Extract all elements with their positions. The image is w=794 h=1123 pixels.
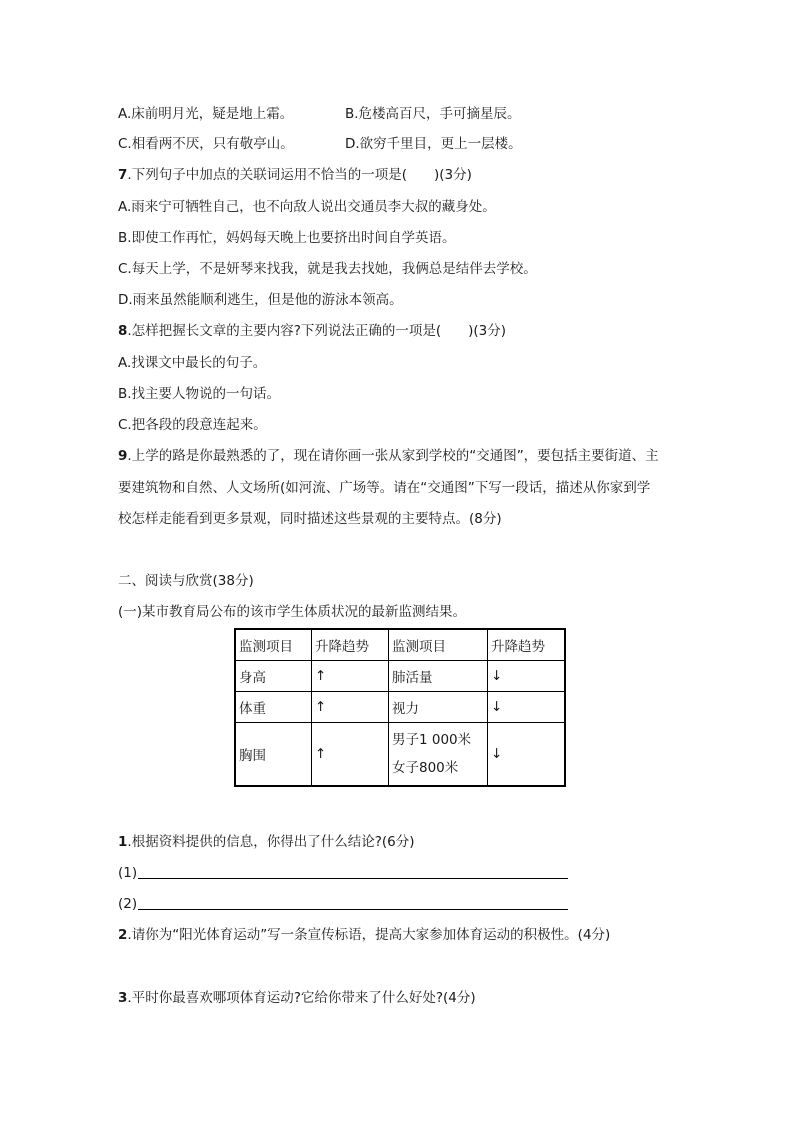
q7-option-d: D.雨来虽然能顺利逃生，但是他的游泳本领高。 bbox=[118, 292, 403, 308]
table-cell: 体重 bbox=[235, 692, 312, 723]
q9-line-2: 要建筑物和自然、人文场所(如河流、广场等。请在“交通图”下写一段话，描述从你家到学 bbox=[118, 480, 651, 496]
q6-option-c: C.相看两不厌，只有敬亭山。 bbox=[118, 136, 294, 152]
r2-text: .请你为“阳光体育运动”写一条宣传标语，提高大家参加体育运动的积极性。(4分) bbox=[127, 927, 611, 943]
q8-option-c: C.把各段的段意连起来。 bbox=[118, 417, 267, 433]
r2-number: 2 bbox=[118, 927, 128, 943]
table-row bbox=[235, 661, 565, 692]
r2-stem bbox=[118, 925, 610, 945]
r3-text: .平时你最喜欢哪项体育运动?它给你带来了什么好处?(4分) bbox=[127, 990, 476, 1006]
trend-up-arrow: ↑ bbox=[312, 661, 389, 692]
table-cell: 肺活量 bbox=[389, 661, 488, 692]
r1-stem bbox=[118, 832, 415, 852]
q8-option-b: B.找主要人物说的一句话。 bbox=[118, 386, 281, 402]
r3-stem bbox=[118, 988, 476, 1008]
q7-stem bbox=[118, 165, 472, 185]
q8-number: 8 bbox=[118, 323, 128, 339]
q9-text-1: .上学的路是你最熟悉的了，现在请你画一张从家到学校的“交通图”，要包括主要街道、主 bbox=[127, 448, 659, 464]
trend-down-arrow: ↓ bbox=[488, 723, 566, 787]
table-row bbox=[235, 723, 565, 787]
running-female: 女子800米 bbox=[392, 760, 459, 776]
q7-text: .下列句子中加点的关联词运用不恰当的一项是( )(3分) bbox=[127, 167, 472, 183]
answer-line-2[interactable] bbox=[138, 909, 568, 910]
q7-number: 7 bbox=[118, 167, 128, 183]
table-cell: 胸围 bbox=[235, 723, 312, 787]
blank-label-2: (2) bbox=[118, 896, 138, 912]
q8-stem bbox=[118, 321, 506, 341]
q7-option-c: C.每天上学，不是妍琴来找我，就是我去找她，我俩总是结伴去学校。 bbox=[118, 261, 537, 277]
fitness-table bbox=[234, 628, 566, 787]
q7-option-a: A.雨来宁可牺牲自己，也不向敌人说出交通员李大叔的藏身处。 bbox=[118, 199, 496, 215]
q9-line-3: 校怎样走能看到更多景观，同时描述这些景观的主要特点。(8分) bbox=[118, 511, 502, 527]
q8-option-a: A.找课文中最长的句子。 bbox=[118, 355, 267, 371]
q7-option-b: B.即使工作再忙，妈妈每天晚上也要挤出时间自学英语。 bbox=[118, 230, 456, 246]
table-header-cell: 升降趋势 bbox=[488, 629, 566, 661]
q9-number: 9 bbox=[118, 448, 128, 464]
table-cell-running bbox=[389, 723, 488, 787]
answer-line-1[interactable] bbox=[138, 878, 568, 879]
q6-option-b: B.危楼高百尺，手可摘星辰。 bbox=[345, 106, 521, 122]
trend-up-arrow: ↑ bbox=[312, 723, 389, 787]
passage-intro: (一)某市教育局公布的该市学生体质状况的最新监测结果。 bbox=[118, 604, 467, 620]
table-cell: 身高 bbox=[235, 661, 312, 692]
table-cell: 视力 bbox=[389, 692, 488, 723]
table-header-cell: 升降趋势 bbox=[312, 629, 389, 661]
q6-option-d: D.欲穷千里目，更上一层楼。 bbox=[345, 136, 522, 152]
q6-option-a: A.床前明月光，疑是地上霜。 bbox=[118, 106, 294, 122]
r3-number: 3 bbox=[118, 990, 128, 1006]
r1-text: .根据资料提供的信息，你得出了什么结论?(6分) bbox=[127, 834, 415, 850]
q8-text: .怎样把握长文章的主要内容?下列说法正确的一项是( )(3分) bbox=[127, 323, 507, 339]
trend-up-arrow: ↑ bbox=[312, 692, 389, 723]
table-header-row bbox=[235, 629, 565, 661]
table-row bbox=[235, 692, 565, 723]
r1-number: 1 bbox=[118, 834, 128, 850]
blank-label-1: (1) bbox=[118, 865, 138, 881]
trend-down-arrow: ↓ bbox=[488, 692, 566, 723]
table-header-cell: 监测项目 bbox=[235, 629, 312, 661]
q9-line-1 bbox=[118, 446, 659, 466]
running-male: 男子1 000米 bbox=[392, 732, 472, 748]
trend-down-arrow: ↓ bbox=[488, 661, 566, 692]
table-header-cell: 监测项目 bbox=[389, 629, 488, 661]
section-title: 二、阅读与欣赏(38分) bbox=[118, 573, 254, 589]
